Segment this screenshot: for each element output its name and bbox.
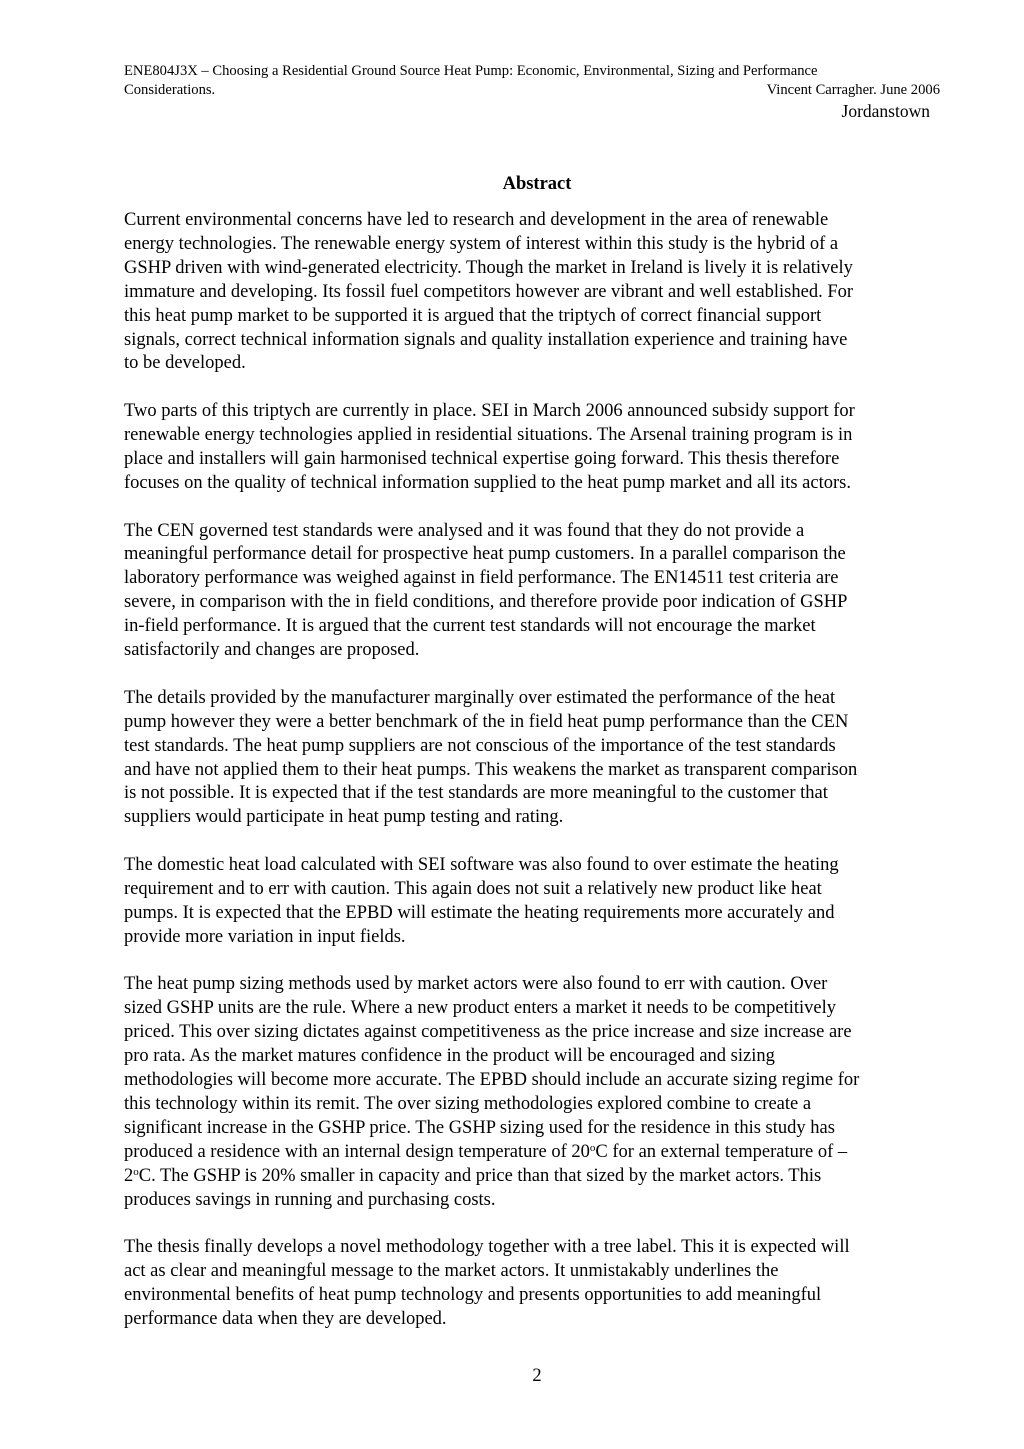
paragraph: [124, 520, 946, 663]
paragraph-line: pumps. It is expected that the EPBD will estimate the heating requirements more accurately and: [124, 902, 835, 923]
paragraph-line: The thesis finally develops a novel methodology together with a tree label. This it is expected will: [124, 1237, 850, 1258]
paragraph-line: suppliers would participate in heat pump testing and rating.: [124, 807, 564, 828]
paragraph-line: severe, in comparison with the in field conditions, and therefore provide poor indication of GSHP: [124, 592, 848, 613]
degree-mark: o: [589, 1141, 596, 1154]
header-second-line: [124, 81, 940, 100]
paragraph: [124, 209, 946, 376]
paragraph-line: signals, correct technical information signals and quality installation experience and training have: [124, 329, 848, 350]
paragraph-line: this heat pump market to be supported it is argued that the triptych of correct financial support: [124, 305, 822, 326]
text-segment: C for an external temperature of –: [595, 1141, 848, 1162]
paragraph-line: provide more variation in input fields.: [124, 926, 406, 947]
header-author-date: Vincent Carragher. June 2006: [766, 82, 940, 98]
text-segment: C. The GSHP is 20% smaller in capacity and price than that sized by the market actors. This: [138, 1165, 822, 1186]
paragraph-line: environmental benefits of heat pump technology and presents opportunities to add meaningful: [124, 1285, 822, 1306]
paragraph: [124, 687, 946, 830]
text-segment: produced a residence with an internal design temperature of 20: [124, 1141, 590, 1162]
paragraph-line: [124, 1165, 946, 1189]
paragraph-line: requirement and to err with caution. This again does not suit a relatively new product like heat: [124, 878, 822, 899]
paragraph-line: energy technologies. The renewable energy system of interest within this study is the hybrid of a: [124, 233, 839, 254]
paragraph-line: produces savings in running and purchasing costs.: [124, 1189, 496, 1210]
header-title-line: ENE804J3X – Choosing a Residential Ground Source Heat Pump: Economic, Environmental, Sizing and Performance: [124, 63, 818, 79]
paragraph-line: sized GSHP units are the rule. Where a new product enters a market it needs to be competitively: [124, 998, 837, 1019]
paragraph-line: The CEN governed test standards were analysed and it was found that they do not provide a: [124, 520, 805, 541]
paragraph-line: priced. This over sizing dictates against competitiveness as the price increase and size increase are: [124, 1022, 852, 1043]
header-location: Jordanstown: [841, 101, 930, 121]
paragraph-line: in-field performance. It is argued that the current test standards will not encourage the market: [124, 616, 816, 637]
paragraph-line: to be developed.: [124, 353, 246, 374]
paragraph-line: meaningful performance detail for prospective heat pump customers. In a parallel comparison the: [124, 544, 846, 565]
paragraph-line: Current environmental concerns have led to research and development in the area of renewable: [124, 210, 829, 230]
paragraph-line: laboratory performance was weighed against in field performance. The EN14511 test criteria are: [124, 568, 839, 589]
paragraph-line: is not possible. It is expected that if the test standards are more meaningful to the customer that: [124, 783, 828, 804]
paragraph-line: satisfactorily and changes are proposed.: [124, 640, 420, 661]
running-header: [124, 62, 940, 122]
paragraph-line: test standards. The heat pump suppliers are not conscious of the importance of the test standards: [124, 735, 836, 756]
sizing-lines: [124, 973, 946, 1140]
paragraph-line: act as clear and meaningful message to the market actors. It unmistakably underlines the: [124, 1261, 779, 1282]
paragraph-line: pro rata. As the market matures confidence in the product will be encouraged and sizing: [124, 1046, 775, 1067]
paragraph-line: and have not applied them to their heat pumps. This weakens the market as transparent comparison: [124, 759, 858, 780]
paragraph-line: performance data when they are developed.: [124, 1309, 447, 1330]
degree-mark: o: [133, 1165, 139, 1178]
abstract-heading: Abstract: [502, 174, 572, 194]
paragraph: [124, 400, 946, 496]
page-number: 2: [532, 1366, 542, 1386]
document-page: [124, 62, 946, 1356]
paragraph-line: renewable energy technologies applied in residential situations. The Arsenal training program is in: [124, 425, 853, 446]
paragraph-line: pump however they were a better benchmark of the in field heat pump performance than the CEN: [124, 711, 849, 732]
paragraph-sizing: [124, 973, 946, 1212]
paragraph-conclusion: [124, 1236, 946, 1332]
paragraph-line: GSHP driven with wind-generated electricity. Though the market in Ireland is lively it is relatively: [124, 257, 853, 278]
paragraph-line: Two parts of this triptych are currently in place. SEI in March 2006 announced subsidy support for: [124, 401, 855, 422]
paragraph-line: The heat pump sizing methods used by market actors were also found to err with caution. Over: [124, 974, 828, 995]
abstract-body: [124, 209, 946, 950]
paragraph-line: this technology within its remit. The over sizing methodologies explored combine to create a: [124, 1093, 812, 1114]
paragraph-line: focuses on the quality of technical information supplied to the heat pump market and all its actors.: [124, 472, 851, 493]
paragraph-line: The details provided by the manufacturer marginally over estimated the performance of the heat: [124, 687, 836, 708]
paragraph-line: methodologies will become more accurate. The EPBD should include an accurate sizing regime for: [124, 1070, 860, 1091]
header-title-continuation: Considerations.: [124, 82, 216, 98]
paragraph-line: The domestic heat load calculated with SEI software was also found to over estimate the heating: [124, 855, 839, 876]
text-segment: 2: [124, 1165, 134, 1186]
paragraph-line: immature and developing. Its fossil fuel competitors however are vibrant and well established. For: [124, 281, 854, 302]
paragraph-line: [124, 1141, 946, 1165]
paragraph: [124, 854, 946, 950]
paragraph-line: significant increase in the GSHP price. The GSHP sizing used for the residence in this study has: [124, 1117, 835, 1138]
paragraph-line: place and installers will gain harmonised technical expertise going forward. This thesis therefore: [124, 448, 840, 469]
